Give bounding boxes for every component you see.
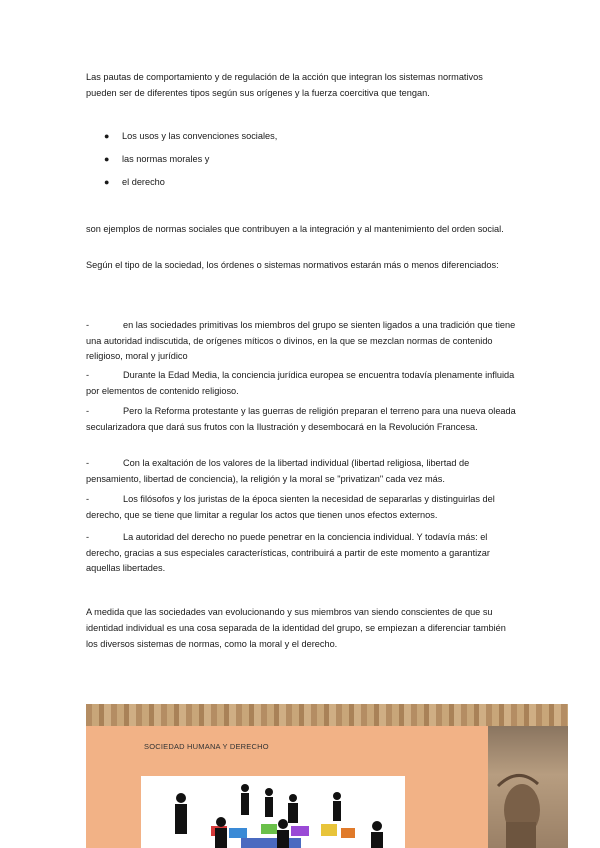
society-law-banner [86,704,568,848]
segun-paragraph: Según el tipo de la sociedad, los órdenes o sistemas normativos estarán más o menos diferenciados: [86,260,499,270]
bullet-icon: ● [104,154,110,164]
dash-item: - La autoridad del derecho no puede penetrar en la conciencia individual. Y todavía más: el derecho, gracias a sus especiales características, contribuirá a partir de este momento a garantizar aquellas libertades. [86,532,490,573]
bullet-list [104,128,277,197]
bullet-icon: ● [104,131,110,141]
dash-marker: - [86,406,90,416]
intro-paragraph: Las pautas de comportamiento y de regulación de la acción que integran los sistemas normativos pueden ser de diferentes tipos según sus orígenes y la fuerza coercitiva que tengan. [86,72,483,98]
dash-item: - Durante la Edad Media, la conciencia jurídica europea se encuentra todavía plenamente influida por elementos de contenido religioso. [86,370,515,396]
dash-marker: - [86,494,90,504]
banner-title: SOCIEDAD HUMANA Y DERECHO [144,742,269,751]
people-puzzle-illustration [141,776,405,848]
assyrian-relief-image [488,726,568,848]
dash-item: - Los filósofos y los juristas de la época sienten la necesidad de separarlas y distinguirlas del derecho, que se tiene que limitar a regular los actos que tienen unos efectos externos. [86,494,495,520]
closing-paragraph: A medida que las sociedades van evolucionando y sus miembros van siendo conscientes de que su identidad individual es una cosa separada de la identidad del grupo, se empiezan a diferenciar también los diversos sistemas de normas, como la moral y el derecho. [86,607,506,649]
after-bullets-paragraph: son ejemplos de normas sociales que contribuyen a la integración y al mantenimiento del orden social. [86,224,504,234]
dash-item: - Pero la Reforma protestante y las guerras de religión preparan el terreno para una nueva oleada secularizadora que dará sus frutos con la Ilustración y desembocará en la Revolución Francesa. [86,406,516,432]
dash-item: - Con la exaltación de los valores de la libertad individual (libertad religiosa, libertad de pensamiento, libertad de conciencia), la religión y la moral se "privatizan" cada vez más. [86,458,470,484]
list-item: ● las normas morales y [104,151,277,174]
banner-panel [86,726,488,848]
list-item: ● Los usos y las convenciones sociales, [104,128,277,151]
dash-marker: - [86,532,90,542]
dash-marker: - [86,458,90,468]
stone-border [86,704,568,726]
dash-marker: - [86,320,90,330]
dash-item: - en las sociedades primitivas los miembros del grupo se sienten ligados a una tradición que tiene una autoridad indiscutida, de orígenes míticos o divinos, en la que se mezclan normas de contenido religioso, moral y jurídico [86,320,516,361]
dash-marker: - [86,370,90,380]
bullet-icon: ● [104,177,110,187]
people-puzzle-icon [141,776,405,848]
list-item: ● el derecho [104,174,277,197]
